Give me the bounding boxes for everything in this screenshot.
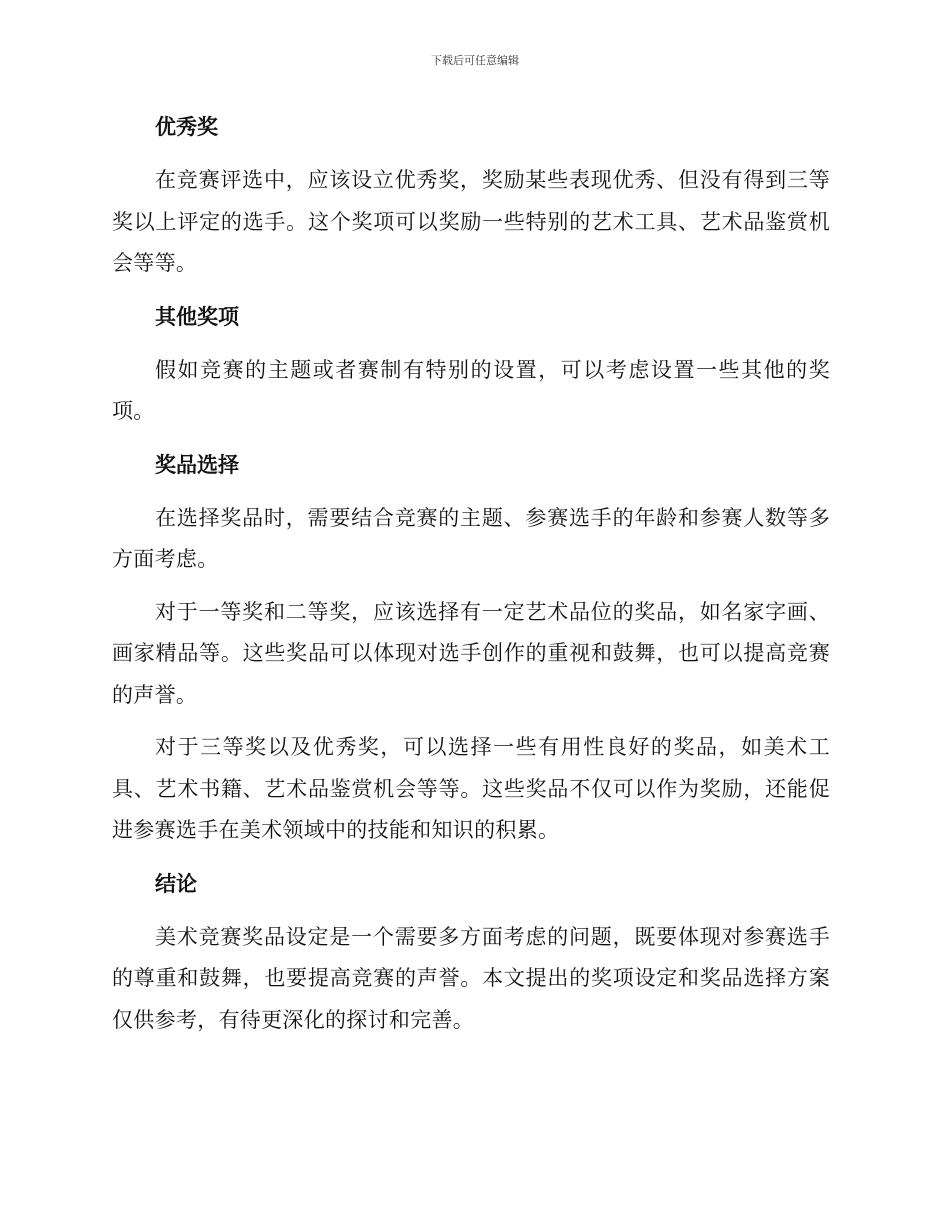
section-other-awards — [112, 296, 830, 444]
section-heading: 奖品选择 — [155, 452, 239, 477]
paragraph: 对于一等奖和二等奖，应该选择有一定艺术品位的奖品，如名家字画、画家精品等。这些奖品可以体现对选手创作的重视和鼓舞，也可以提高竞赛的声誉。 — [112, 599, 830, 707]
paragraph: 假如竞赛的主题或者赛制有特别的设置，可以考虑设置一些其他的奖项。 — [112, 357, 830, 423]
paragraph: 对于三等奖以及优秀奖，可以选择一些有用性良好的奖品，如美术工具、艺术书籍、艺术品鉴赏机会等等。这些奖品不仅可以作为奖励，还能促进参赛选手在美术领域中的技能和知识的积累。 — [112, 735, 830, 842]
section-heading: 其他奖项 — [155, 304, 239, 329]
paragraph: 美术竞赛奖品设定是一个需要多方面考虑的问题，既要体现对参赛选手的尊重和鼓舞，也要提高竞赛的声誉。本文提出的奖项设定和奖品选择方案仅供参考，有待更深化的探讨和完善。 — [112, 924, 830, 1032]
section-heading: 结论 — [155, 871, 197, 896]
page-header-note: 下载后可任意编辑 — [431, 54, 519, 67]
section-excellence-award — [112, 106, 830, 296]
section-prize-selection — [112, 444, 830, 863]
paragraph: 在竞赛评选中，应该设立优秀奖，奖励某些表现优秀、但没有得到三等奖以上评定的选手。这个奖项可以奖励一些特别的艺术工具、艺术品鉴赏机会等等。 — [112, 168, 830, 275]
section-heading: 优秀奖 — [155, 115, 218, 139]
paragraph: 在选择奖品时，需要结合竞赛的主题、参赛选手的年龄和参赛人数等多方面考虑。 — [112, 505, 830, 571]
document-body — [112, 106, 830, 1041]
section-conclusion — [112, 863, 830, 1042]
